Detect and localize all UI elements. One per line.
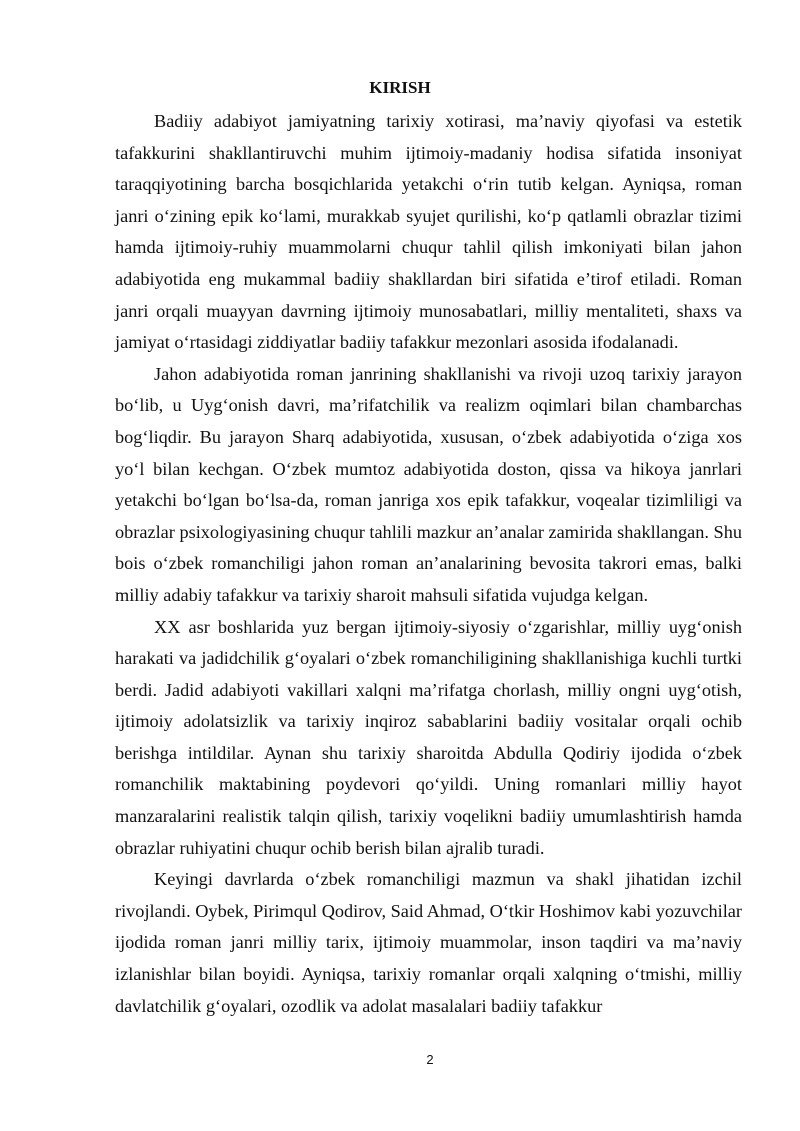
paragraph-2: Jahon adabiyotida roman janrining shakllanishi va rivoji uzoq tarixiy jarayon bo‘lib, u Uyg‘onish davri, ma’rifatchilik va realizm oqimlari bilan chambarchas bog‘liqdir. Bu jarayon Sharq adabiyotida, xususan, o‘zbek adabiyotida o‘ziga xos yo‘l bilan kechgan. O‘zbek mumtoz adabiyotida doston, qissa va hikoya janrlari yetakchi bo‘lgan bo‘lsa-da, roman janriga xos epik tafakkur, voqealar tizimliligi va obrazlar psixologiyasining chuqur tahlili mazkur an’analar zamirida shakllangan. Shu bois o‘zbek romanchiligi jahon roman an’analarining bevosita takrori emas, balki milliy adabiy tafakkur va tarixiy sharoit mahsuli sifatida vujudga kelgan.: [115, 363, 742, 605]
section-heading: KIRISH: [369, 78, 431, 97]
paragraph-4: Keyingi davrlarda o‘zbek romanchiligi mazmun va shakl jihatidan izchil rivojlandi. Oybek, Pirimqul Qodirov, Said Ahmad, O‘tkir Hoshimov kabi yozuvchilar ijodida roman janri milliy tarix, ijtimoiy muammolar, inson taqdiri va ma’naviy izlanishlar bilan boyidi. Ayniqsa, tarixiy romanlar orqali xalqning o‘tmishi, milliy davlatchilik g‘oyalari, ozodlik va adolat masalalari badiiy tafakkur: [115, 869, 742, 1016]
paragraph-3: XX asr boshlarida yuz bergan ijtimoiy-siyosiy o‘zgarishlar, milliy uyg‘onish harakati va jadidchilik g‘oyalari o‘zbek romanchiligining shakllanishiga kuchli turtki berdi. Jadid adabiyoti vakillari xalqni ma’rifatga chorlash, milliy ongni uyg‘otish, ijtimoiy adolatsizlik va tarixiy inqiroz sabablarini badiiy vositalar orqali ochib berishga intildilar. Aynan shu tarixiy sharoitda Abdulla Qodiriy ijodida o‘zbek romanchilik maktabining poydevori qo‘yildi. Uning romanlari milliy hayot manzaralarini realistik talqin qilish, tarixiy voqelikni badiiy umumlashtirish hamda obrazlar ruhiyatini chuqur ochib berish bilan ajralib turadi.: [115, 616, 742, 858]
paragraph-1: Badiiy adabiyot jamiyatning tarixiy xotirasi, ma’naviy qiyofasi va estetik tafakkurini shakllantiruvchi muhim ijtimoiy-madaniy hodisa sifatida insoniyat taraqqiyotining barcha bosqichlarida yetakchi o‘rin tutib kelgan. Ayniqsa, roman janri o‘zining epik ko‘lami, murakkab syujet qurilishi, ko‘p qatlamli obrazlar tizimi hamda ijtimoiy-ruhiy muammolarni chuqur tahlil qilish imkoniyati bilan jahon adabiyotida eng mukammal badiiy shakllardan biri sifatida e’tirof etiladi. Roman janri orqali muayyan davrning ijtimoiy munosabatlari, milliy mentaliteti, shaxs va jamiyat o‘rtasidagi ziddiyatlar badiiy tafakkur mezonlari asosida ifodalanadi.: [115, 111, 742, 353]
body-text: [115, 106, 742, 1022]
page-number: 2: [426, 1052, 434, 1067]
